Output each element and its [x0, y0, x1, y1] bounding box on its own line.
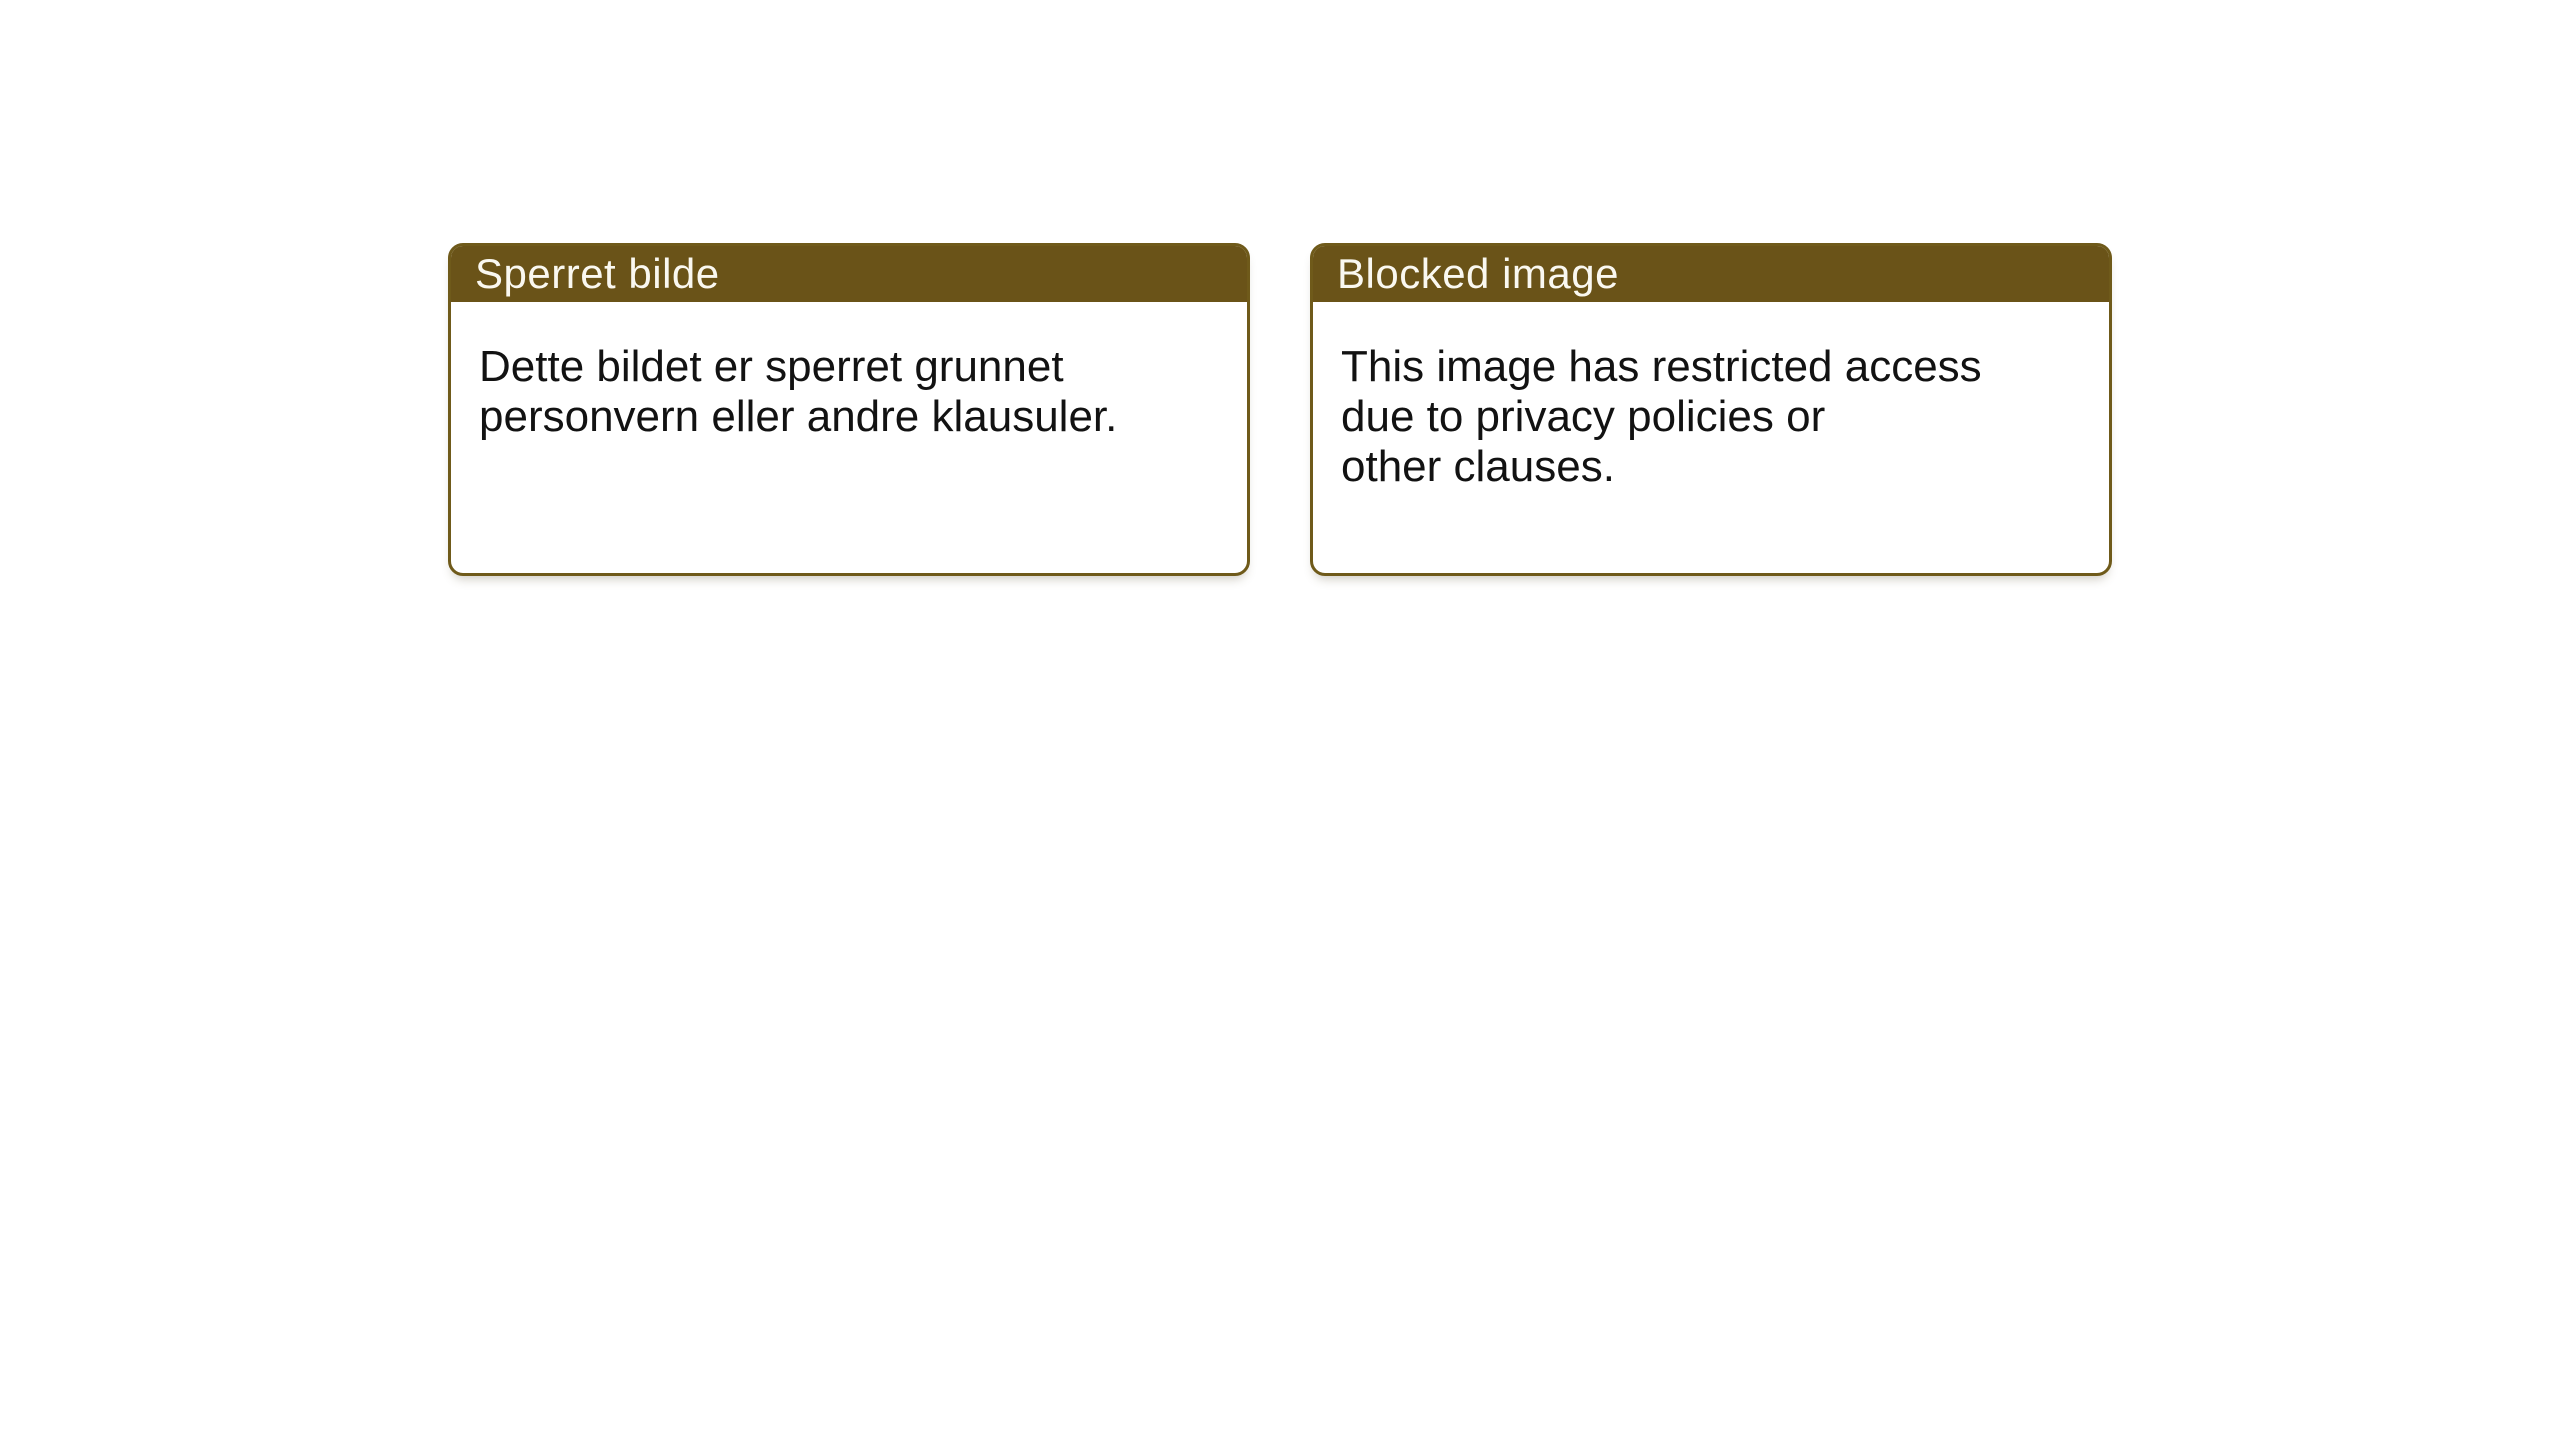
- card-title: Sperret bilde: [475, 250, 720, 297]
- blocked-image-card-english: [1310, 243, 2112, 576]
- card-body-line: Dette bildet er sperret grunnet: [479, 342, 1064, 391]
- card-body-line: personvern eller andre klausuler.: [479, 392, 1118, 441]
- card-header: [451, 246, 1247, 302]
- card-header: [1313, 246, 2109, 302]
- card-body-line: other clauses.: [1341, 442, 1615, 491]
- card-body-line: This image has restricted access: [1341, 342, 1982, 391]
- card-title: Blocked image: [1337, 250, 1619, 297]
- card-body-line: due to privacy policies or: [1341, 392, 1826, 441]
- card-body: [1313, 302, 2109, 492]
- card-body: [451, 302, 1247, 442]
- blocked-image-card-norwegian: [448, 243, 1250, 576]
